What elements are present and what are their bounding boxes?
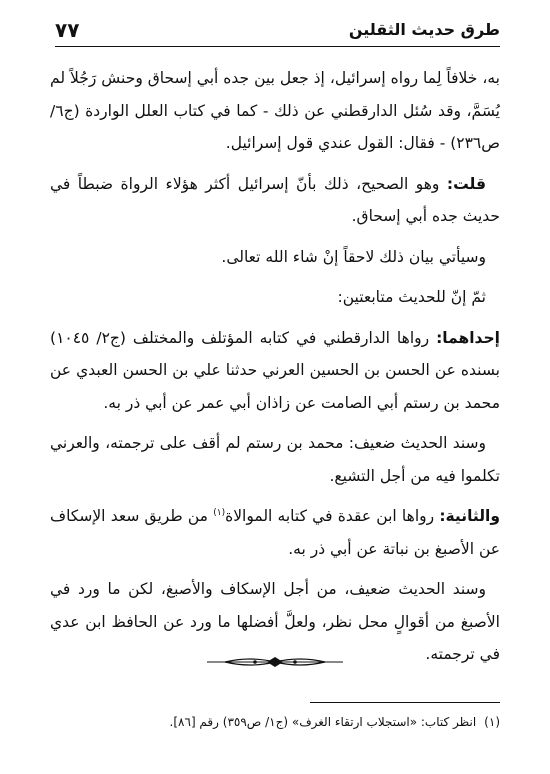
- paragraph-text: من طريق سعد الإسكاف عن الأصبغ بن نباتة عن أبي ذر به.: [50, 507, 500, 558]
- footnote: [50, 712, 500, 732]
- footnote-rule: [310, 702, 500, 703]
- ornament-divider: [205, 654, 345, 670]
- paragraph-text: وهو الصحيح، ذلك بأنّ إسرائيل أكثر هؤلاء الرواة ضبطاً في حديث جده أبي إسحاق.: [50, 174, 500, 225]
- footnote-text: انظر كتاب: «استجلاب ارتقاء الغرف» (ج١/ ص٣٥٩) رقم [٨٦].: [169, 715, 477, 729]
- footnote-number: (١): [484, 715, 500, 729]
- paragraph-text: وسيأتي بيان ذلك لاحقاً إنْ شاء الله تعالى.: [221, 247, 486, 266]
- paragraph-text: ثمّ إنّ للحديث متابعتين:: [337, 288, 486, 306]
- paragraph-text: رواها الدارقطني في كتابه المؤتلف والمختلف (ج٢/ ١٠٤٥) بسنده عن الحسن بن الحسين العرني حدثنا علي بن الحسن العبدي عن محمد بن رستم أبي الصامت عن زاذان أبي عمر عن أبي ذر به.: [50, 328, 500, 412]
- paragraph: [50, 322, 500, 420]
- paragraph-lead: والثانية:: [439, 507, 500, 525]
- paragraph: [50, 168, 500, 233]
- page-header: [55, 18, 500, 47]
- main-text: [50, 62, 500, 679]
- paragraph: [50, 241, 500, 274]
- paragraph-text: رواها ابن عقدة في كتابه الموالاة: [225, 507, 440, 525]
- paragraph-lead: إحداهما:: [436, 328, 500, 347]
- page-number: ٧٧: [55, 18, 80, 42]
- paragraph-text: به، خلافاً لِما رواه إسرائيل، إذ جعل بين جده أبي إسحاق وحنش رَجُلاً لم يُسَمَّ، وقد سُئل الدارقطني عن ذلك - كما في كتاب العلل الواردة (ج٦/ ص٢٣٦) - فقال: القول عندي قول إسرائيل.: [50, 69, 500, 152]
- paragraph-text: وسند الحديث ضعيف، من أجل الإسكاف والأصبغ، لكن ما ورد في الأصبغ من أقوالٍ محل نظر، ولعلَّ أفضلها ما ورد عن الحافظ ابن عدي في ترجمته.: [50, 580, 500, 663]
- paragraph: [50, 281, 500, 314]
- paragraph: [50, 427, 500, 492]
- paragraph-lead: قلت:: [446, 174, 486, 193]
- footnote-reference: (١): [213, 507, 226, 518]
- paragraph: [50, 62, 500, 160]
- paragraph: [50, 500, 500, 565]
- paragraph-text: وسند الحديث ضعيف: محمد بن رستم لم أقف على ترجمته، والعرني تكلموا فيه من أجل التشيع.: [50, 434, 500, 485]
- running-title: طرق حديث الثقلين: [348, 20, 500, 39]
